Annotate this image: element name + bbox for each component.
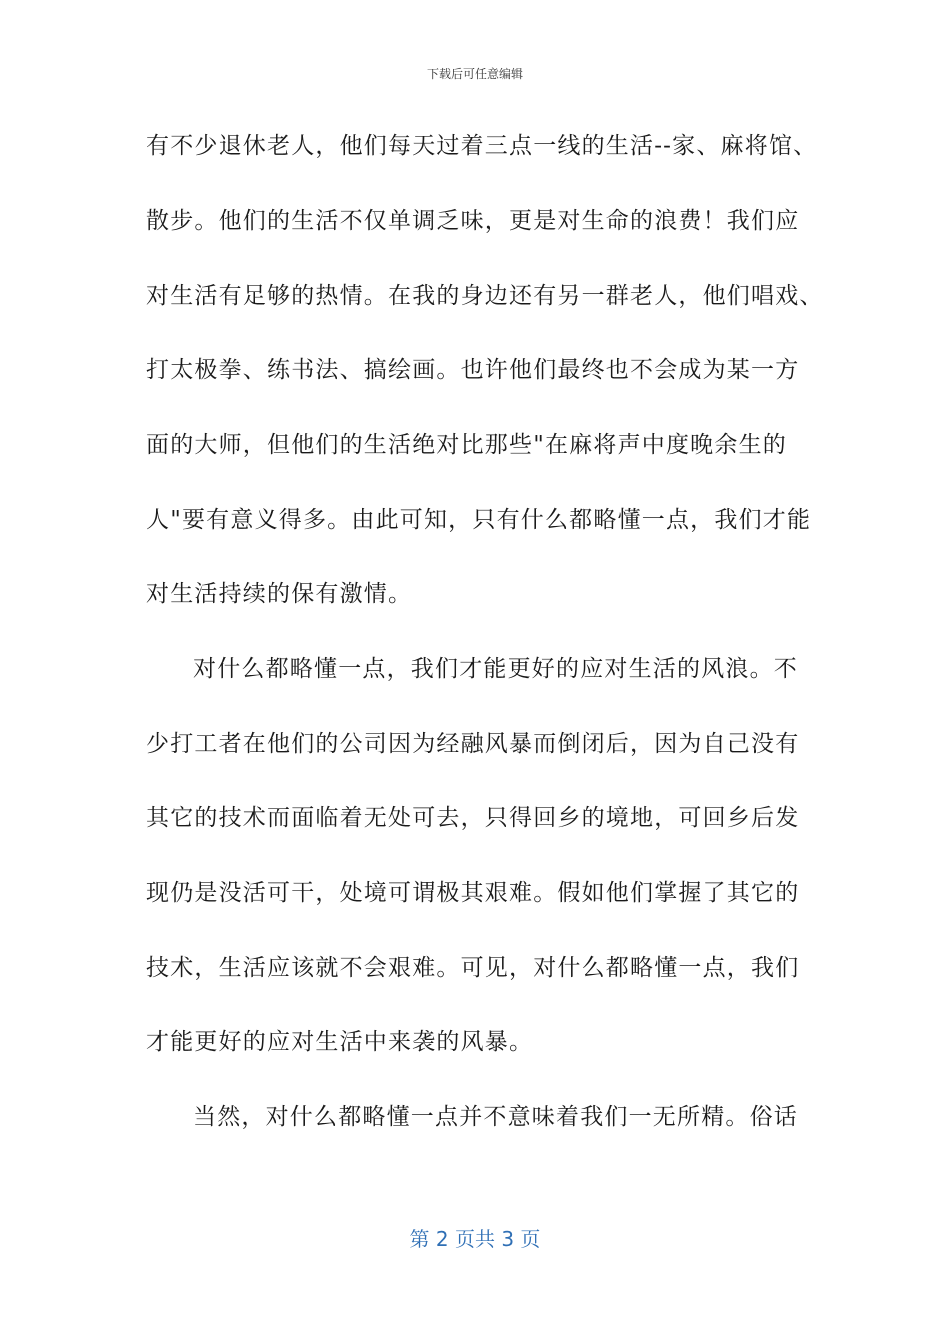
text-line: 人"要有意义得多。由此可知，只有什么都略懂一点，我们才能 [146, 507, 812, 533]
text-line: 现仍是没活可干，处境可谓极其艰难。假如他们掌握了其它的 [146, 880, 800, 906]
text-line: 对什么都略懂一点，我们才能更好的应对生活的风浪。不 [193, 656, 798, 682]
text-line: 对生活有足够的热情。在我的身边还有另一群老人，他们唱戏、 [146, 283, 824, 309]
text-line: 对生活持续的保有激情。 [146, 581, 413, 607]
text-line: 有不少退休老人，他们每天过着三点一线的生活--家、麻将馆、 [146, 133, 818, 159]
page-header-note: 下载后可任意编辑 [426, 67, 523, 81]
text-line: 面的大师，但他们的生活绝对比那些"在麻将声中度晚余生的 [146, 432, 787, 458]
page-number: 第 2 页共 3 页 [409, 1227, 541, 1251]
text-line: 技术，生活应该就不会艰难。可见，对什么都略懂一点，我们 [146, 955, 800, 981]
text-line: 散步。他们的生活不仅单调乏味，更是对生命的浪费！我们应 [146, 208, 800, 234]
text-line: 打太极拳、练书法、搞绘画。也许他们最终也不会成为某一方 [146, 357, 800, 383]
text-line: 少打工者在他们的公司因为经融风暴而倒闭后，因为自己没有 [146, 731, 800, 757]
text-line: 其它的技术而面临着无处可去，只得回乡的境地，可回乡后发 [146, 805, 800, 831]
text-line: 才能更好的应对生活中来袭的风暴。 [146, 1029, 534, 1055]
text-line: 当然，对什么都略懂一点并不意味着我们一无所精。俗话 [193, 1104, 798, 1130]
